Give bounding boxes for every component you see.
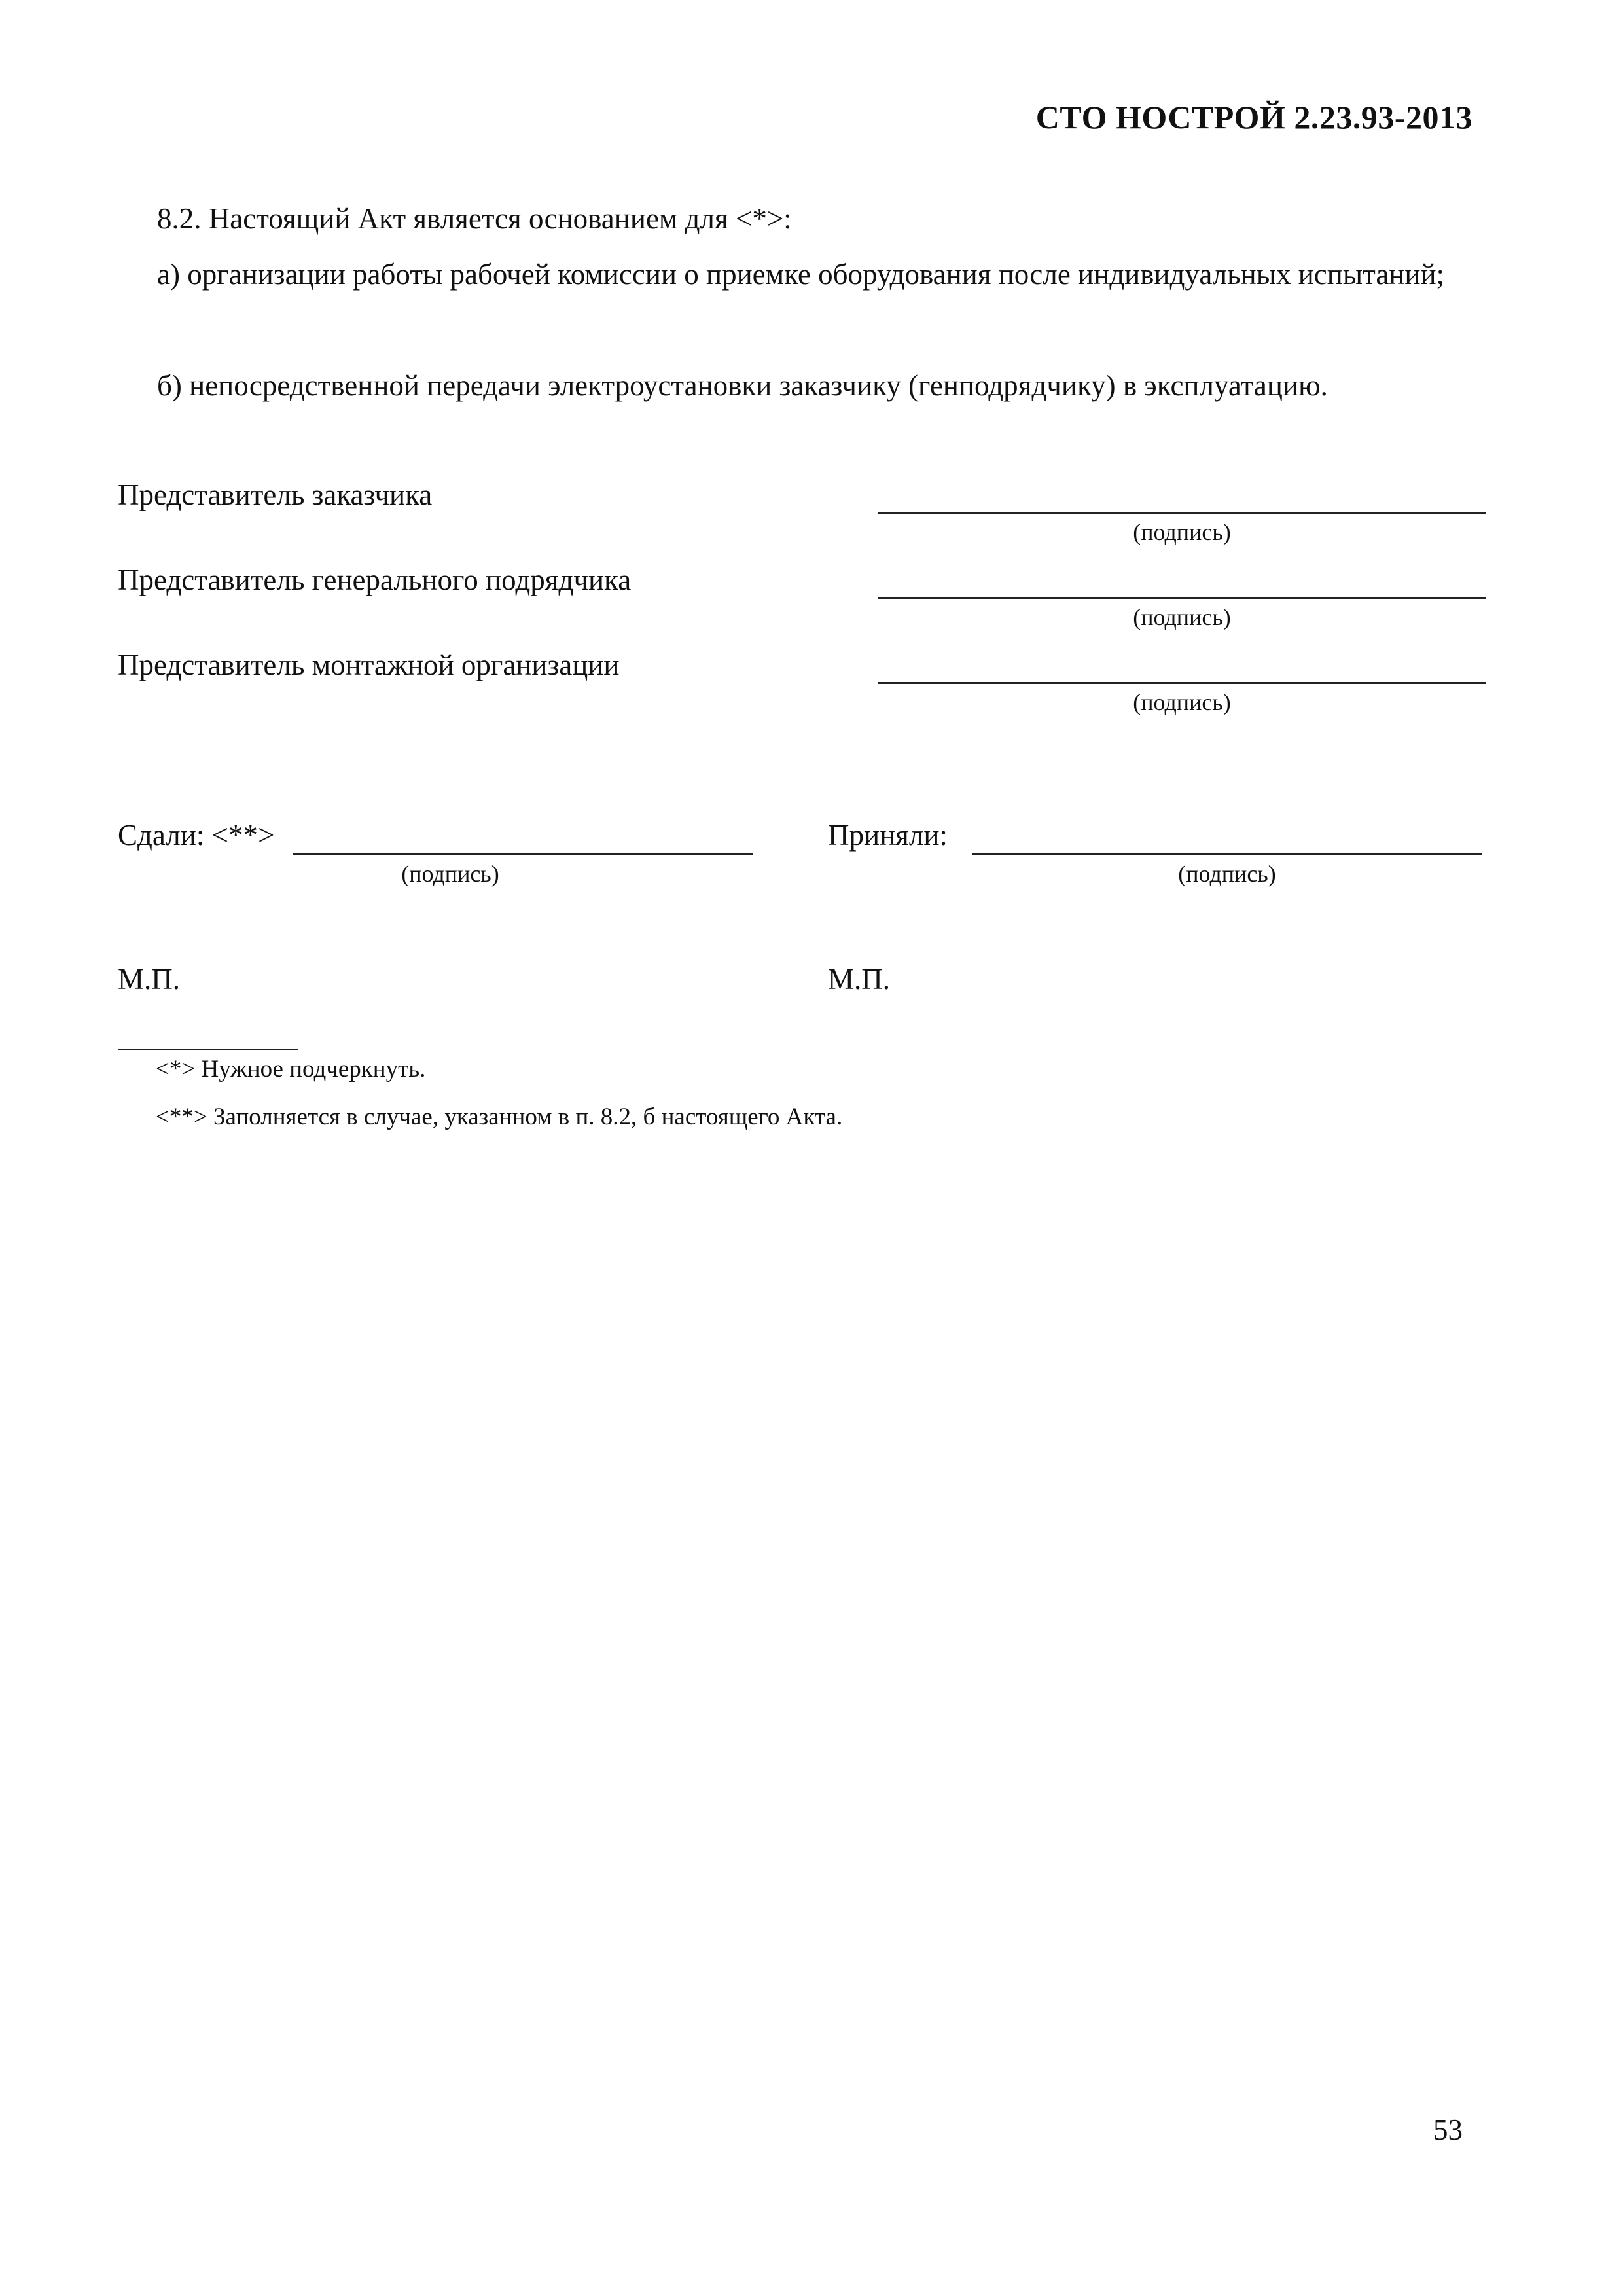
signature-line (878, 682, 1486, 684)
paragraph-item-b: б) непосредственной передачи электроустановки заказчику (генподрядчику) в эксплуатацию. (157, 369, 1328, 402)
signature-label: Представитель заказчика (118, 478, 433, 511)
stamp-placeholder-left: М.П. (118, 963, 181, 996)
page-number: 53 (1433, 2113, 1463, 2146)
document-code-header: СТО НОСТРОЙ 2.23.93-2013 (1035, 99, 1472, 135)
signature-label: Представитель генерального подрядчика (118, 564, 632, 596)
footnote-1: <*> Нужное подчеркнуть. (156, 1056, 426, 1083)
accepted-label: Приняли: (828, 819, 948, 852)
signature-line (878, 512, 1486, 514)
footnote-separator (118, 1049, 298, 1050)
footnote-2: <**> Заполняется в случае, указанном в п. 8.2, б настоящего Акта. (156, 1103, 843, 1130)
paragraph-item-a: а) организации работы рабочей комиссии о приемке оборудования после индивидуальных испытаний; (157, 258, 1445, 291)
handed-over-hint: (подпись) (401, 861, 499, 887)
signature-hint: (подпись) (1133, 689, 1231, 715)
handed-over-block (118, 818, 759, 890)
stamp-placeholder-right: М.П. (828, 963, 891, 996)
accepted-block (828, 818, 1489, 890)
signature-line (878, 597, 1486, 599)
signature-hint: (подпись) (1133, 604, 1231, 630)
signature-label: Представитель монтажной организации (118, 649, 620, 681)
paragraph-8-2: 8.2. Настоящий Акт является основанием для <*>: (157, 202, 792, 235)
signature-hint: (подпись) (1133, 519, 1231, 545)
accepted-hint: (подпись) (1178, 861, 1276, 887)
signature-row-installation-org (118, 648, 1486, 715)
signature-row-general-contractor (118, 563, 1486, 630)
accepted-signature-line (972, 853, 1482, 855)
handed-over-label: Сдали: <**> (118, 819, 275, 852)
signature-row-customer (118, 478, 1486, 545)
handed-over-signature-line (293, 853, 753, 855)
